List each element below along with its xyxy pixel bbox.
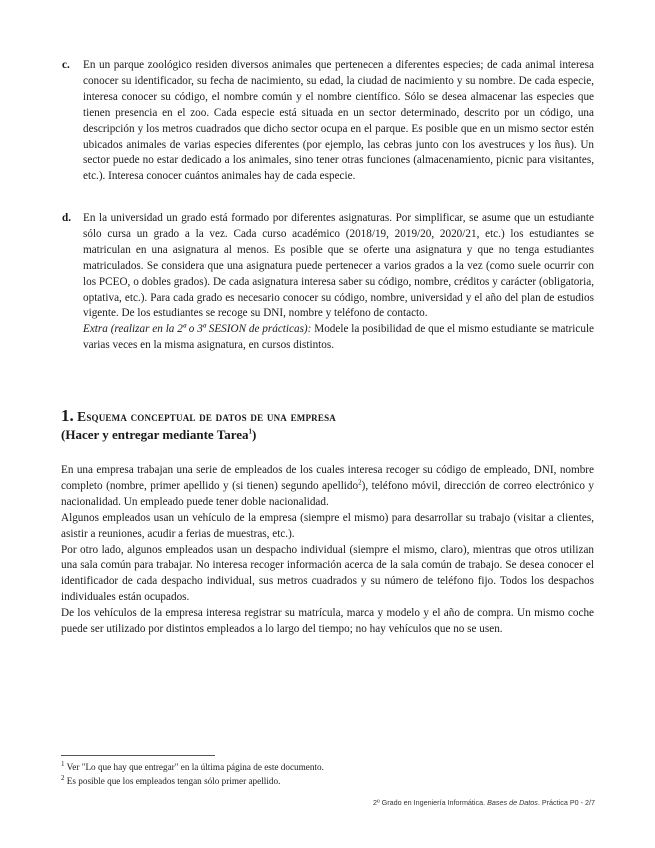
exercise-text: En la universidad un grado está formado por diferentes asignaturas. Por simplificar, se asume que un estudiante sólo cursa un grado a la vez. Cada curso académico (2018/19, 2019/20, 2020/21, etc.) los estudiantes se matriculan en una asignatura al menos. Es posible que se oferte una asignatura y que no tenga estudiantes matriculados. Se considera que una asignatura puede pertenecer a varios grados a la vez (como suele ocurrir con los PCEO, o dobles grados). De cada asignatura interesa saber su código, nombre, créditos y carácter (obligatoria, optativa, etc.). Para cada grado es necesario conocer su código, nombre, universidad y el año del plan de estudios vigente. De los estudiantes se recoge su DNI, nombre y teléfono de contacto. <box>83 212 594 320</box>
footer-suffix: . Práctica P0 - 2/7 <box>537 798 595 807</box>
footnote-mark: 1 <box>61 759 65 768</box>
footnote-ref: 1 <box>248 427 253 436</box>
section-body <box>61 463 594 638</box>
body-paragraph: Por otro lado, algunos empleados usan un despacho individual (siempre el mismo, claro), mientras que otros utilizan una sala común para trabajar. No interesa recoger información acerca de la sala común de trabajo. Se desea conocer el identificador de cada despacho individual, sus metros cuadrados y su número de teléfono fijo. Todos los despachos individuales están ocupados. <box>61 543 594 604</box>
body-paragraph: Algunos empleados usan un vehículo de la empresa (siempre el mismo) para desarrollar su trabajo (visitar a clientes, asistir a reuniones, acudir a ferias de muestras, etc.). <box>61 511 594 540</box>
section-title-text: Esquema conceptual de datos de una empresa <box>77 409 336 424</box>
section-subtitle <box>61 427 256 443</box>
section-title <box>61 406 601 426</box>
section-subtitle-text: (Hacer y entregar mediante Tarea <box>61 427 249 442</box>
footnote <box>61 761 324 773</box>
footer-course: Bases de Datos <box>487 798 538 807</box>
footnote-ref: 2 <box>358 478 362 487</box>
extra-text: Modele la posibilidad de que el mismo estudiante se matricule varias veces en la misma asignatura, en cursos distintos. <box>83 323 595 352</box>
footnote-text: Ver "Lo que hay que entregar" en la última página de este documento. <box>66 762 324 772</box>
body-paragraph: De los vehículos de la empresa interesa registrar su matrícula, marca y modelo y el año de compra. Un mismo coche puede ser utilizado por distintos empleados a lo largo del tiempo; no hay vehículos que no se usen. <box>61 607 594 636</box>
extra-label: Extra (realizar en la 2ª o 3ª SESION de prácticas): <box>83 323 312 336</box>
exercise-extra <box>83 322 594 354</box>
footnote <box>61 775 280 787</box>
section-number: 1. <box>61 406 74 425</box>
body-p1-before: En una empresa trabajan una serie de empleados de los cuales interesa recoger su código de empleado, DNI, nombre completo (nombre, primer apellido y (si tienen) segundo apellido <box>61 464 594 492</box>
body-paragraph <box>61 463 594 511</box>
body-p1-after: ), teléfono móvil, dirección de correo electrónico y nacionalidad. Un empleado puede tener doble nacionalidad. <box>61 479 594 508</box>
exercise-text: En un parque zoológico residen diversos animales que pertenecen a diferentes especies; de cada animal interesa conocer su identificador, su fecha de nacimiento, su edad, la ciudad de nacimiento y su nombre. De cada especie, interesa conocer su código, el nombre común y el nombre científico. Sólo se desea almacenar las especies que tienen presencia en el zoo. Cada especie está situada en un sector determinado, descrito por un código, una descripción y los metros cuadrados que dicho sector ocupa en el parque. Es posible que en un mismo sector estén ubicados animales de varias especies diferentes (por ejemplo, las cebras junto con los avestruces y los ñus). Un sector puede no estar dedicado a los animales, sino tener otras funciones (almacenamiento, picnic para visitantes, etc.). Interesa conocer cuántos animales hay de cada especie. <box>83 59 594 183</box>
exercise-c <box>62 58 594 185</box>
footnote-text: Es posible que los empleados tengan sólo primer apellido. <box>66 776 281 786</box>
exercise-d <box>62 211 594 354</box>
section-subtitle-close: ) <box>252 427 257 442</box>
exercise-label: d. <box>62 212 72 224</box>
page-footer <box>373 798 595 807</box>
footer-prefix: 2º Grado en Ingeniería Informática. <box>373 798 486 807</box>
footnote-mark: 2 <box>61 773 65 782</box>
exercise-label: c. <box>62 59 70 71</box>
footnote-divider <box>61 755 215 756</box>
